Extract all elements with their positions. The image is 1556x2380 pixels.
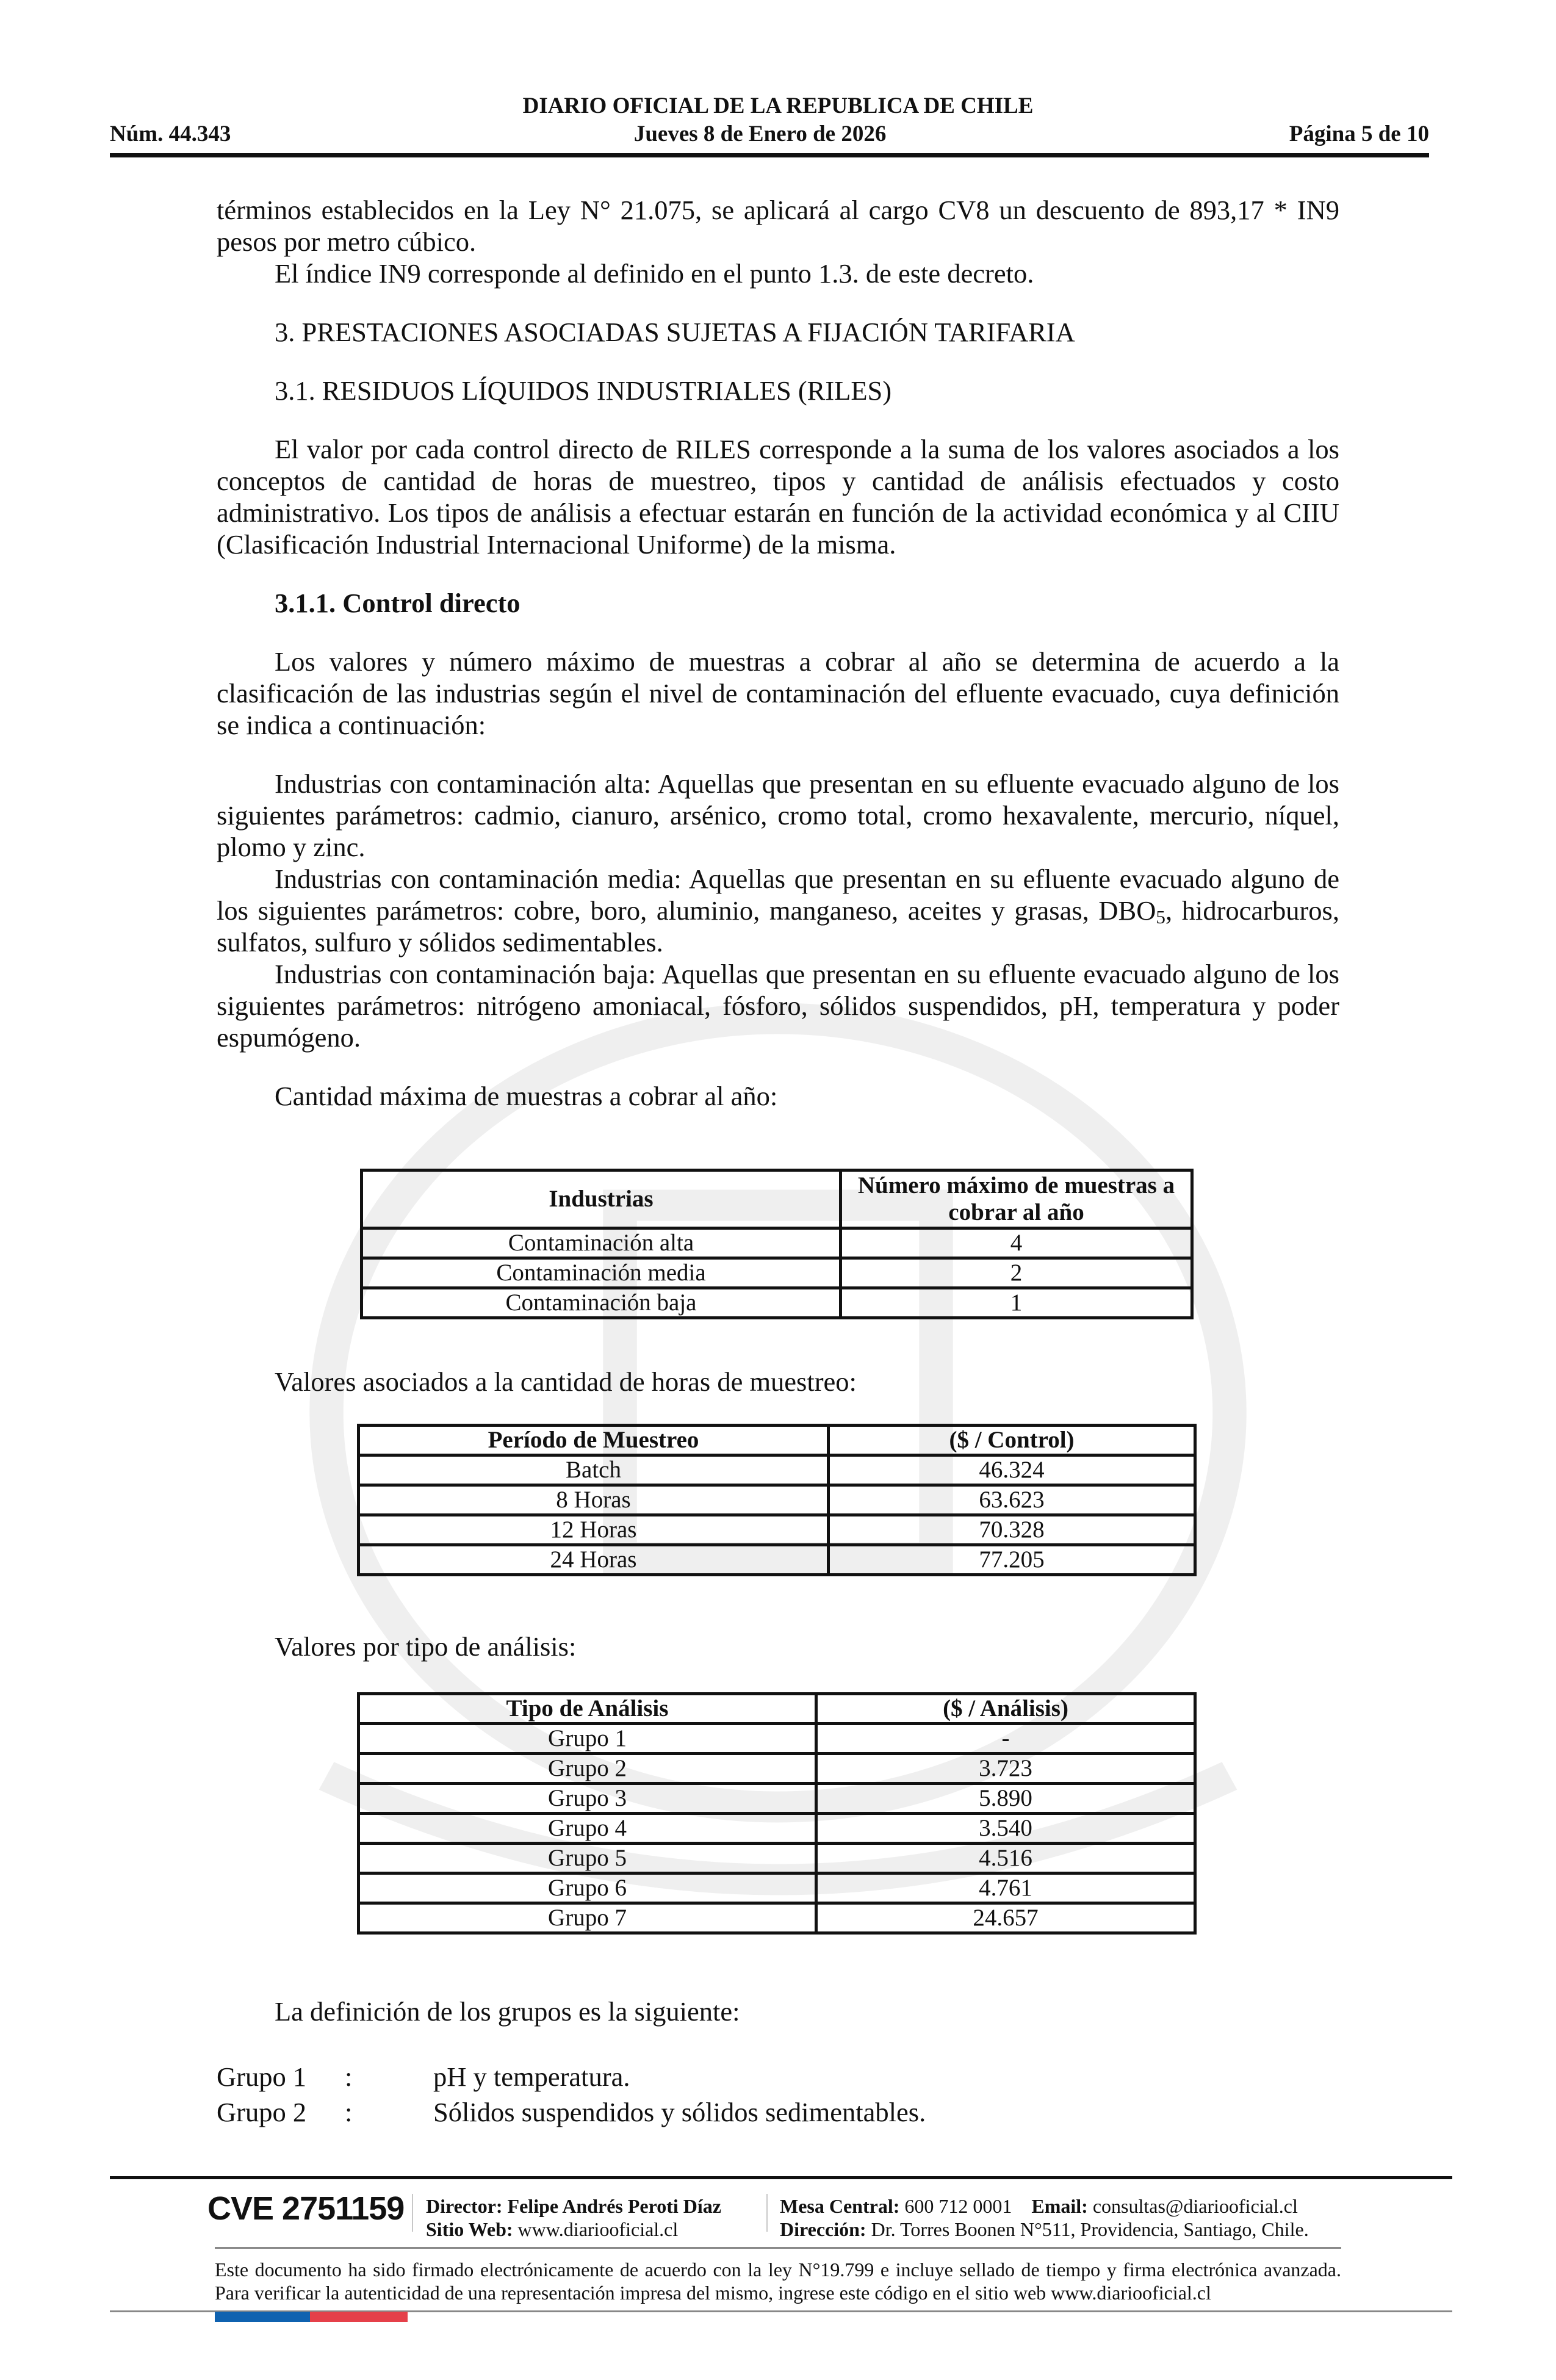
table-cell: Grupo 3 — [359, 1784, 816, 1814]
table-cell: 1 — [841, 1288, 1192, 1318]
footer-director-block — [426, 2194, 721, 2241]
cve-code: CVE 2751159 — [207, 2190, 405, 2227]
table-analysis-type — [357, 1692, 1197, 1935]
director-name: Felipe Andrés Peroti Díaz — [507, 2195, 721, 2217]
group-key: Grupo 2 — [217, 2097, 307, 2127]
table-row — [362, 1258, 1192, 1288]
table-row — [359, 1485, 1195, 1515]
table-row — [359, 1455, 1195, 1485]
table-cell: 2 — [841, 1258, 1192, 1288]
body-top — [217, 194, 1339, 1112]
table-cell: 77.205 — [829, 1545, 1195, 1575]
web-label: Sitio Web: — [426, 2218, 513, 2240]
caption-groups-wrap — [217, 1996, 1339, 2027]
address-label: Dirección: — [780, 2218, 866, 2240]
footer-separator — [412, 2194, 413, 2232]
table-cell: 3.540 — [816, 1814, 1195, 1844]
table-cell: Grupo 7 — [359, 1903, 816, 1933]
subscript: 5 — [1156, 906, 1165, 928]
table-header: Industrias — [362, 1170, 841, 1228]
table-row — [359, 1515, 1195, 1545]
table-row — [362, 1228, 1192, 1258]
table-cell: 63.623 — [829, 1485, 1195, 1515]
issue-number: Núm. 44.343 — [110, 121, 231, 146]
group-definition-row — [217, 2094, 926, 2130]
footer-contact-block — [780, 2194, 1309, 2241]
header-rule — [110, 153, 1429, 157]
caption-table3: Valores por tipo de análisis: — [275, 1631, 577, 1662]
table-row — [359, 1844, 1195, 1873]
table-cell: Contaminación baja — [362, 1288, 841, 1318]
group-key: Grupo 1 — [217, 2061, 307, 2092]
table-header: Período de Muestreo — [359, 1426, 829, 1455]
address-value: Dr. Torres Boonen N°511, Providencia, Santiago, Chile. — [871, 2218, 1309, 2240]
header-row — [110, 121, 1429, 147]
section-heading-3-1: 3.1. RESIDUOS LÍQUIDOS INDUSTRIALES (RILES) — [275, 375, 892, 406]
caption-3-wrap — [217, 1631, 1339, 1662]
table-row — [359, 1873, 1195, 1903]
table-row — [359, 1814, 1195, 1844]
table-row — [359, 1754, 1195, 1784]
table-row — [362, 1288, 1192, 1318]
table-cell: 5.890 — [816, 1784, 1195, 1814]
email-link[interactable]: consultas@diariooficial.cl — [1092, 2195, 1298, 2217]
table-max-samples — [360, 1169, 1194, 1319]
table-cell: 24 Horas — [359, 1545, 829, 1575]
table-header: Tipo de Análisis — [359, 1694, 816, 1724]
footer-separator — [766, 2194, 768, 2232]
table-sampling-period — [357, 1424, 1197, 1576]
paragraph-media-text: Industrias con contaminación media: Aquellas que presentan en su efluente evacuado alguno de los siguientes parámetros: cobre, boro, aluminio, manganeso, aceites y grasas, DBO — [217, 864, 1339, 926]
table-cell: - — [816, 1724, 1195, 1754]
table-cell: Grupo 6 — [359, 1873, 816, 1903]
caption-table1: Cantidad máxima de muestras a cobrar al año: — [275, 1081, 778, 1111]
paragraph-riles: El valor por cada control directo de RILES corresponde a la suma de los valores asociados a los conceptos de cantidad de horas de muestreo, tipos y cantidad de análisis efectuados y costo administrativo. Los tipos de análisis a efectuar estarán en función de la actividad económica y al CIIU (Clasificación Industrial Internacional Uniforme) de la misma. — [217, 434, 1339, 560]
table-cell: Grupo 5 — [359, 1844, 816, 1873]
flag-bar-blue — [215, 2312, 310, 2322]
group-separator: : — [345, 2061, 353, 2092]
section-heading-3-1-1: 3.1.1. Control directo — [275, 588, 520, 618]
table-cell: 3.723 — [816, 1754, 1195, 1784]
email-label: Email: — [1031, 2195, 1088, 2217]
paragraph-media — [217, 863, 1339, 958]
group-separator: : — [345, 2097, 353, 2127]
group-definitions — [217, 2059, 926, 2130]
caption-2-wrap — [217, 1366, 1339, 1397]
paragraph-in9: El índice IN9 corresponde al definido en el punto 1.3. de este decreto. — [275, 258, 1034, 289]
group-definition-row — [217, 2059, 926, 2094]
signature-note: Este documento ha sido firmado electrónicamente de acuerdo con la ley N°19.799 e incluye sellado de tiempo y firma electrónica avanzada. Para verificar la autenticidad de una representación impresa del mismo, ingrese este código en el sitio web www.diariooficial.cl — [215, 2259, 1341, 2304]
table-cell: Batch — [359, 1455, 829, 1485]
footer-divider — [215, 2247, 1341, 2249]
issue-date: Jueves 8 de Enero de 2026 — [633, 121, 887, 146]
phone-label: Mesa Central: — [780, 2195, 900, 2217]
flag-bar-red — [310, 2312, 408, 2322]
table-header: Número máximo de muestras a cobrar al año — [841, 1170, 1192, 1228]
table-cell: Grupo 1 — [359, 1724, 816, 1754]
table-cell: 8 Horas — [359, 1485, 829, 1515]
group-value: Sólidos suspendidos y sólidos sedimentables. — [433, 2097, 926, 2127]
table-cell: 70.328 — [829, 1515, 1195, 1545]
footer-rule — [110, 2176, 1452, 2179]
table-cell: 12 Horas — [359, 1515, 829, 1545]
caption-groups: La definición de los grupos es la siguiente: — [275, 1996, 740, 2027]
web-link[interactable]: www.diariooficial.cl — [517, 2218, 679, 2240]
table-header: ($ / Control) — [829, 1426, 1195, 1455]
caption-table2: Valores asociados a la cantidad de horas de muestreo: — [275, 1366, 857, 1397]
phone-value: 600 712 0001 — [904, 2195, 1012, 2217]
table-row — [359, 1724, 1195, 1754]
page-indicator: Página 5 de 10 — [1289, 121, 1429, 146]
table-cell: 4 — [841, 1228, 1192, 1258]
table-cell: 24.657 — [816, 1903, 1195, 1933]
table-cell: Contaminación alta — [362, 1228, 841, 1258]
table-cell: Contaminación media — [362, 1258, 841, 1288]
table-cell: 4.761 — [816, 1873, 1195, 1903]
table-cell: 4.516 — [816, 1844, 1195, 1873]
paragraph-baja: Industrias con contaminación baja: Aquellas que presentan en su efluente evacuado alguno de los siguientes parámetros: nitrógeno amoniacal, fósforo, sólidos suspendidos, pH, temperatura y poder espumógeno. — [217, 959, 1339, 1053]
publication-title: DIARIO OFICIAL DE LA REPUBLICA DE CHILE — [522, 93, 1034, 118]
director-label: Director: — [426, 2195, 503, 2217]
section-heading-3: 3. PRESTACIONES ASOCIADAS SUJETAS A FIJACIÓN TARIFARIA — [275, 317, 1075, 347]
paragraph-alta: Industrias con contaminación alta: Aquellas que presentan en su efluente evacuado alguno de los siguientes parámetros: cadmio, cianuro, arsénico, cromo total, cromo hexavalente, mercurio, níquel, plomo y zinc. — [217, 768, 1339, 862]
paragraph-media-text-2: , hidrocarburos, sulfatos, sulfuro y sólidos sedimentables. — [217, 895, 1339, 957]
paragraph-intro: términos establecidos en la Ley N° 21.075, se aplicará al cargo CV8 un descuento de 893,17 * IN9 pesos por metro cúbico. — [217, 195, 1339, 257]
group-value: pH y temperatura. — [433, 2061, 630, 2092]
table-row — [359, 1903, 1195, 1933]
table-row — [359, 1545, 1195, 1575]
table-row — [359, 1784, 1195, 1814]
table-header: ($ / Análisis) — [816, 1694, 1195, 1724]
table-cell: 46.324 — [829, 1455, 1195, 1485]
table-cell: Grupo 4 — [359, 1814, 816, 1844]
table-cell: Grupo 2 — [359, 1754, 816, 1784]
paragraph-control: Los valores y número máximo de muestras a cobrar al año se determina de acuerdo a la clasificación de las industrias según el nivel de contaminación del efluente evacuado, cuya definición se indica a continuación: — [217, 646, 1339, 740]
